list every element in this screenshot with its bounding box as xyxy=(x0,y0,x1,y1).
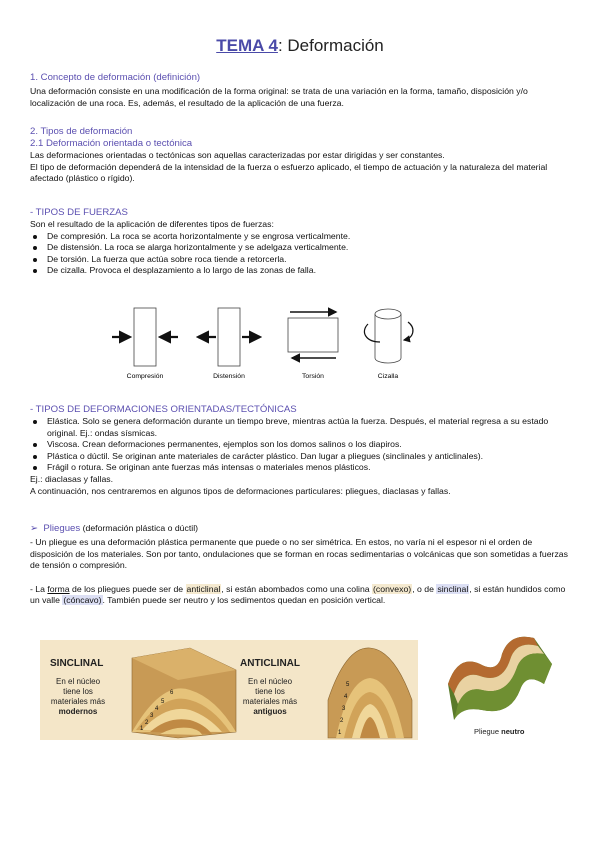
bullet-icon xyxy=(33,420,37,424)
syncline-text-line: tiene los xyxy=(63,687,93,696)
section-2-line2: El tipo de deformación dependerá de la intensidad de la fuerza o esfuerzo aplicado, el tiempo de actuación y la naturaleza del material afectado (plástico o rígido). xyxy=(30,161,548,184)
section-2-1-heading: 2.1 Deformación orientada o tectónica xyxy=(30,138,193,149)
compression-diagram xyxy=(112,308,178,380)
neutral-fold-figure xyxy=(440,624,560,744)
term-concavo: (cóncavo) xyxy=(63,595,102,606)
tectonic-continuation: A continuación, nos centraremos en algunos tipos de deformaciones particulares: pliegues, diaclasas y fallas. xyxy=(30,485,451,496)
forces-intro: Son el resultado de la aplicación de diferentes tipos de fuerzas: xyxy=(30,219,274,229)
list-item: Plástica o dúctil. Se originan ante materiales de carácter plástico. Dan lugar a pliegues (sinclinales y anticlinales). xyxy=(30,451,575,463)
anticline-text-line: antiguos xyxy=(253,707,287,716)
syncline-layer-number: 6 xyxy=(170,690,174,696)
bullet-icon xyxy=(33,455,37,459)
forces-heading: - TIPOS DE FUERZAS xyxy=(30,207,128,218)
tectonic-example: Ej.: diaclasas y fallas. xyxy=(30,473,114,484)
forces-figure xyxy=(110,298,420,386)
bullet-icon xyxy=(33,269,37,273)
syncline-layer-number: 5 xyxy=(161,699,165,705)
bullet-icon xyxy=(33,443,37,447)
caption-part: Pliegue xyxy=(474,727,502,736)
title-number: TEMA 4 xyxy=(216,36,278,55)
section-forces xyxy=(30,207,575,277)
syncline-layer-number: 3 xyxy=(150,713,154,719)
term-forma: forma xyxy=(47,583,70,594)
folds-paragraph-1: - Un pliegue es una deformación plástica permanente que puede o no ser simétrica. En estos, no varía ni el espesor ni el orden de disposición de los materiales. Son por tanto, ondulaciones que se forman en rocas sedimentarias o volcánicas que son sometidas a fuerzas de tensión o compresión. xyxy=(30,537,568,571)
page-title xyxy=(0,36,600,56)
anticline-text-line: En el núcleo xyxy=(247,677,293,686)
arrow-bullet-icon: ➢ xyxy=(30,523,39,534)
list-item: De cizalla. Provoca el desplazamiento a lo largo de las zonas de falla. xyxy=(30,265,575,277)
neutral-fold-caption xyxy=(474,727,525,736)
section-concept xyxy=(30,72,575,109)
figure-label-shear: Cizalla xyxy=(377,373,399,380)
list-item: Viscosa. Crean deformaciones permanentes, ejemplos son los domos salinos o los diapiros. xyxy=(30,439,575,451)
figure-label-torsion: Torsión xyxy=(302,373,324,380)
bullet-icon xyxy=(33,246,37,250)
bullet-icon xyxy=(33,258,37,262)
anticline-title: ANTICLINAL xyxy=(240,658,300,669)
anticline-layer-number: 2 xyxy=(340,718,344,724)
anticline-layer-number: 3 xyxy=(342,706,346,712)
folds-paragraph-2: - La forma de los pliegues puede ser de anticlinal, si están abombados como una colina (convexo), o de sinclinal, si están hundidos como un valle (cóncavo). También puede ser neutro y los sedimentos quedan en posición vertical. xyxy=(30,583,566,606)
syncline-text-line: En el núcleo xyxy=(55,677,101,686)
tectonic-heading: - TIPOS DE DEFORMACIONES ORIENTADAS/TECTÓNICAS xyxy=(30,404,297,415)
torsion-diagram xyxy=(288,312,338,380)
forces-list xyxy=(30,231,575,277)
list-item: De compresión. La roca se acorta horizontalmente y se engrosa verticalmente. xyxy=(30,231,575,243)
folds-heading: Pliegues xyxy=(43,523,81,534)
term-anticlinal: anticlinal xyxy=(186,583,221,594)
tectonic-list xyxy=(30,416,575,474)
syncline-layer-number: 2 xyxy=(145,720,149,726)
syncline-layer-number: 1 xyxy=(140,726,144,732)
anticline-layer-number: 5 xyxy=(346,682,350,688)
term-sinclinal: sinclinal xyxy=(437,583,469,594)
syncline-title: SINCLINAL xyxy=(50,658,104,669)
caption-part-bold: neutro xyxy=(501,727,525,736)
bullet-icon xyxy=(33,466,37,470)
folds-heading-line xyxy=(30,523,575,535)
section-1-body: Una deformación consiste en una modificación de la forma original: se trata de una variación en la forma, tamaño, disposición y/o localización de una roca. Es, además, el resultado de la aplicación de una fuerza. xyxy=(30,86,528,108)
section-tectonic xyxy=(30,404,575,497)
section-2-line1: Las deformaciones orientadas o tectónicas son aquellas caracterizadas por estar dirigidas y ser constantes. xyxy=(30,150,445,160)
fold-types-figure xyxy=(40,640,418,740)
shear-diagram xyxy=(364,309,413,380)
anticline-layer-number: 1 xyxy=(338,730,342,736)
folds-heading-note: (deformación plástica o dúctil) xyxy=(80,523,199,533)
anticline-layer-number: 4 xyxy=(344,694,348,700)
anticline-text-line: materiales más xyxy=(242,697,298,706)
anticline-text-line: tiene los xyxy=(255,687,285,696)
figure-label-distension: Distensión xyxy=(213,373,245,380)
list-item: Elástica. Solo se genera deformación durante un tiempo breve, mientras actúa la fuerza. Después, el material regresa a su estado original. Ej.: ondas sísmicas. xyxy=(30,416,575,439)
syncline-layer-number: 4 xyxy=(155,706,159,712)
bullet-icon xyxy=(33,235,37,239)
list-item: De distensión. La roca se alarga horizontalmente y se adelgaza verticalmente. xyxy=(30,242,575,254)
section-folds xyxy=(30,523,575,607)
term-convexo: (convexo) xyxy=(373,583,412,594)
syncline-text-line: modernos xyxy=(58,707,98,716)
list-item: De torsión. La fuerza que actúa sobre roca tiende a retorcerla. xyxy=(30,254,575,266)
figure-label-compression: Compresión xyxy=(126,373,164,380)
list-item: Frágil o rotura. Se originan ante fuerzas más intensas o materiales menos plásticos. xyxy=(30,462,575,474)
section-types xyxy=(30,126,575,185)
syncline-text-line: materiales más xyxy=(50,697,106,706)
title-separator: : xyxy=(277,36,288,55)
section-2-heading: 2. Tipos de deformación xyxy=(30,126,133,137)
section-1-heading: 1. Concepto de deformación (definición) xyxy=(30,72,201,83)
distension-diagram xyxy=(198,308,260,380)
title-text: Deformación xyxy=(287,36,384,55)
